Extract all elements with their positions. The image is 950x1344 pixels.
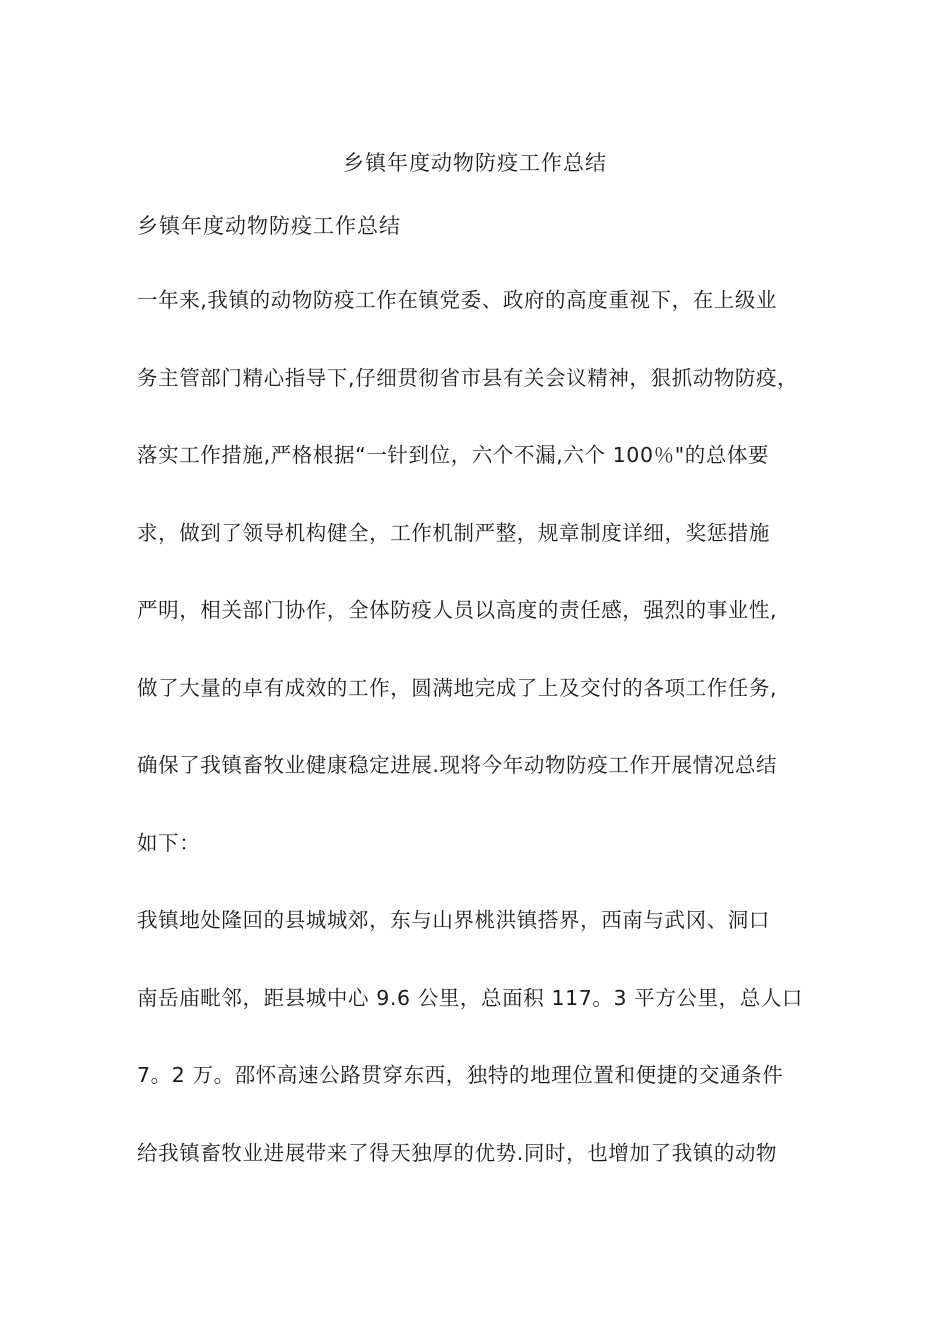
body-line: 务主管部门精心指导下,仔细贯彻省市县有关会议精神，狠抓动物防疫， — [137, 365, 799, 390]
document-subtitle: 乡镇年度动物防疫工作总结 — [137, 214, 401, 238]
body-line: 做了大量的卓有成效的工作，圆满地完成了上及交付的各项工作任务, — [137, 675, 778, 700]
body-line: 严明，相关部门协作，全体防疫人员以高度的责任感，强烈的事业性, — [137, 598, 778, 622]
body-line: 7。2 万。邵怀高速公路贯穿东西，独特的地理位置和便捷的交通条件 — [137, 1063, 784, 1087]
document-title: 乡镇年度动物防疫工作总结 — [343, 151, 607, 175]
document-body — [137, 285, 827, 1215]
body-line: 给我镇畜牧业进展带来了得天独厚的优势.同时，也增加了我镇的动物 — [137, 1140, 778, 1165]
body-line: 南岳庙毗邻，距县城中心 9.6 公里，总面积 117。3 平方公里，总人口 — [137, 985, 804, 1010]
body-line: 求，做到了领导机构健全，工作机制严整，规章制度详细，奖惩措施 — [137, 520, 770, 545]
body-line: 落实工作措施,严格根据“一针到位，六个不漏,六个 100％"的总体要 — [137, 443, 770, 467]
body-line: 确保了我镇畜牧业健康稳定进展.现将今年动物防疫工作开展情况总结 — [137, 753, 778, 777]
body-line: 我镇地处隆回的县城城郊，东与山界桃洪镇搭界，西南与武冈、洞口 — [137, 908, 770, 932]
body-line: 一年来,我镇的动物防疫工作在镇党委、政府的高度重视下，在上级业 — [137, 288, 778, 312]
body-line: 如下： — [137, 830, 201, 855]
